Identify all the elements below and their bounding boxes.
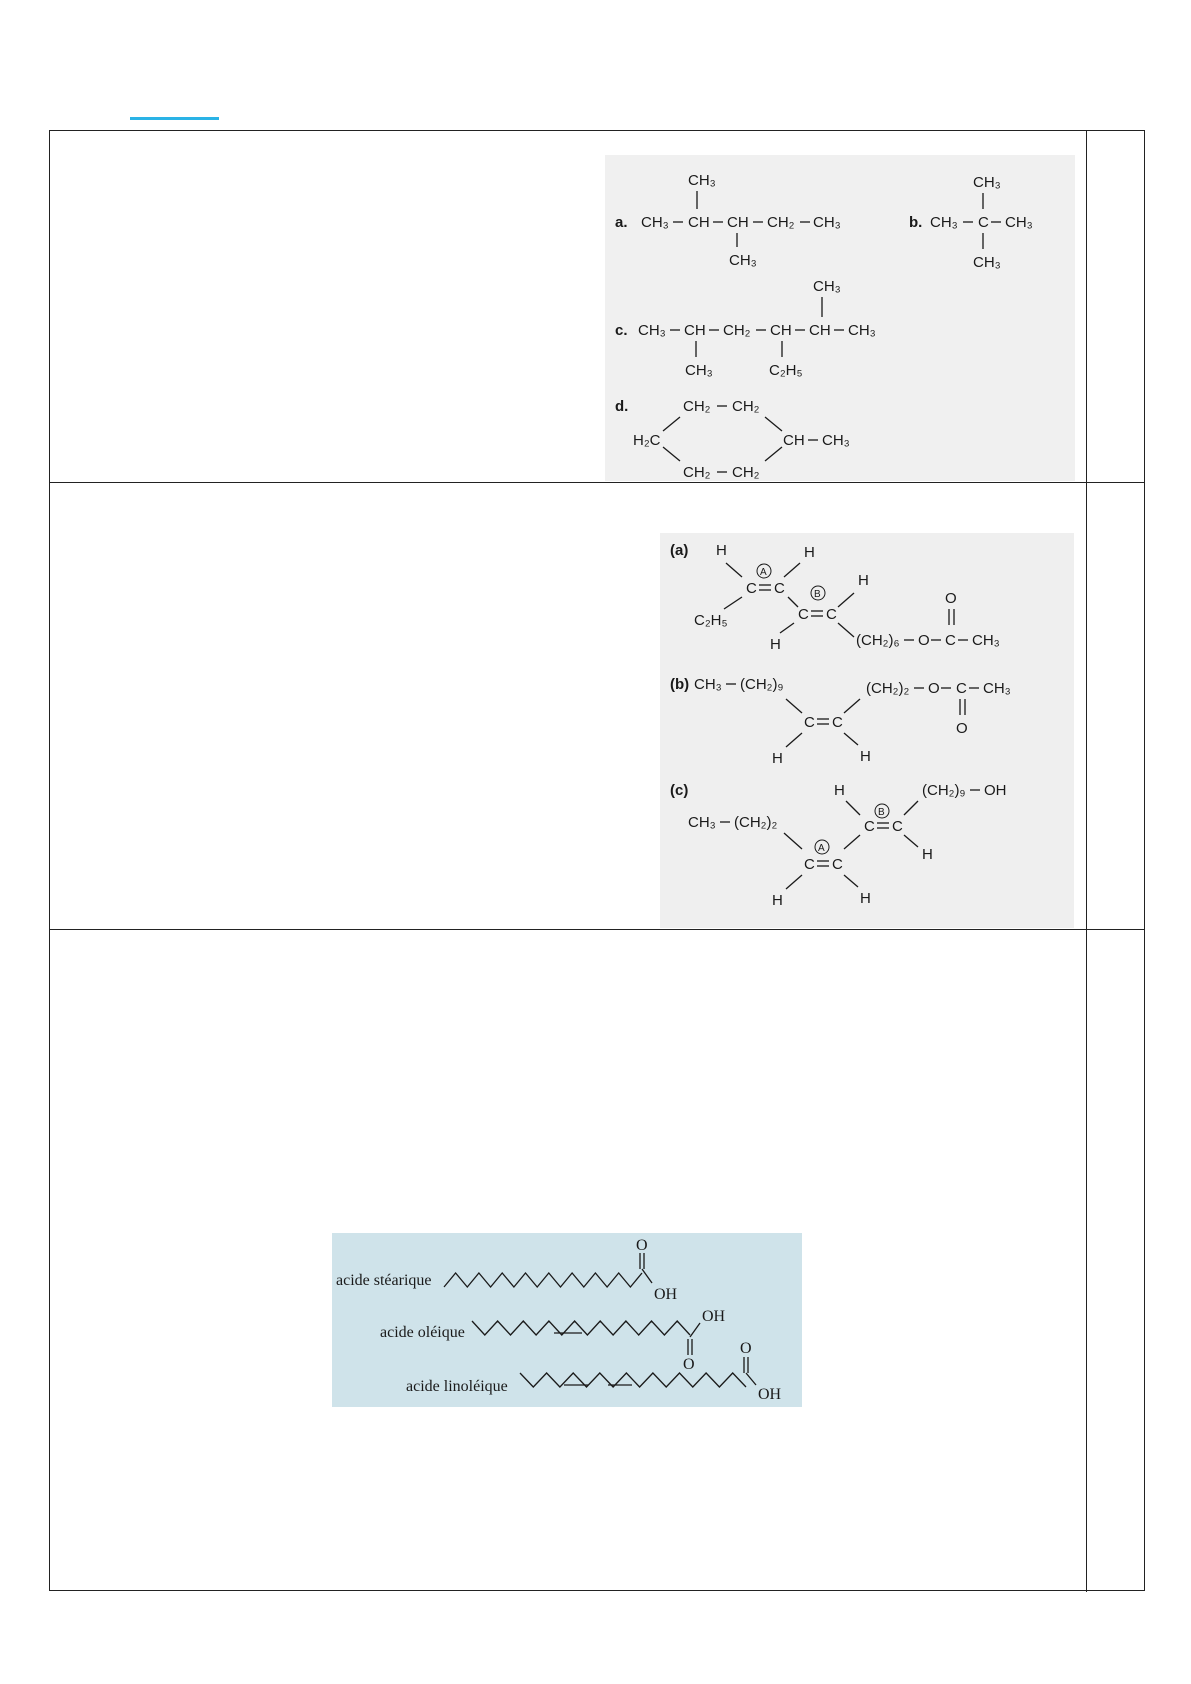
column-divider bbox=[1086, 131, 1087, 482]
d-ch2-bl: CH₂ bbox=[683, 464, 711, 481]
a-c2h5: C₂H₅ bbox=[694, 612, 728, 629]
b-h-2: H bbox=[860, 748, 871, 765]
b-ch2-9: (CH₂)₉ bbox=[740, 676, 784, 693]
a-circle-a: A bbox=[760, 567, 767, 578]
a-circle-b: B bbox=[814, 589, 821, 600]
fatty-acids-figure bbox=[332, 1233, 802, 1407]
label-d: d. bbox=[615, 398, 629, 415]
a-h-4: H bbox=[770, 636, 781, 653]
c-h-1: H bbox=[834, 782, 845, 799]
b-h-1: H bbox=[772, 750, 783, 767]
stearic-o: O bbox=[636, 1237, 648, 1254]
label-b: (b) bbox=[670, 676, 690, 693]
table-row-2 bbox=[50, 483, 1144, 930]
b-o-bottom: O bbox=[956, 720, 968, 737]
stearic-acid-label: acide stéarique bbox=[336, 1272, 432, 1289]
c-ch-1: CH bbox=[684, 322, 706, 339]
alkene-isomers-figure bbox=[660, 533, 1074, 928]
b-ch2-2: (CH₂)₂ bbox=[866, 680, 910, 697]
a-c-4: C bbox=[826, 606, 837, 623]
exercise-table bbox=[49, 130, 1145, 1591]
c-c2h5: C₂H₅ bbox=[769, 362, 803, 379]
a-ch3-1: CH₃ bbox=[641, 214, 669, 231]
oleic-acid-label: acide oléique bbox=[380, 1324, 465, 1341]
a-c-5: C bbox=[945, 632, 956, 649]
b-ch3-1: CH₃ bbox=[694, 676, 722, 693]
c-c-1: C bbox=[804, 856, 815, 873]
d-ch: CH bbox=[783, 432, 805, 449]
a-ch3-bottom: CH₃ bbox=[729, 252, 757, 269]
b-c-1: C bbox=[804, 714, 815, 731]
c-c-2: C bbox=[832, 856, 843, 873]
b-ch3-right: CH₃ bbox=[1005, 214, 1033, 231]
a-ch3-top: CH₃ bbox=[688, 172, 716, 189]
b-ch3-2: CH₃ bbox=[983, 680, 1011, 697]
c-ch2-9: (CH₂)₉ bbox=[922, 782, 966, 799]
b-ch3-bottom: CH₃ bbox=[973, 254, 1001, 271]
d-ch2-tr: CH₂ bbox=[732, 398, 760, 415]
d-ch2-br: CH₂ bbox=[732, 464, 760, 481]
column-divider bbox=[1086, 483, 1087, 929]
label-c: (c) bbox=[670, 782, 689, 799]
table-row-1 bbox=[50, 131, 1144, 483]
b-ch3-top: CH₃ bbox=[973, 174, 1001, 191]
b-c: C bbox=[978, 214, 989, 231]
a-h-3: H bbox=[858, 572, 869, 589]
d-ch3: CH₃ bbox=[822, 432, 850, 449]
c-ch3: CH₃ bbox=[688, 814, 716, 831]
a-ch-1: CH bbox=[688, 214, 710, 231]
a-ch2: CH₂ bbox=[767, 214, 795, 231]
header-accent-line bbox=[130, 117, 219, 120]
oleic-o: O bbox=[683, 1356, 695, 1373]
a-c-1: C bbox=[746, 580, 757, 597]
c-c-3: C bbox=[864, 818, 875, 835]
a-c-2: C bbox=[774, 580, 785, 597]
a-h-1: H bbox=[716, 542, 727, 559]
stearic-oh: OH bbox=[654, 1286, 678, 1303]
c-circle-a: A bbox=[818, 843, 825, 854]
label-c: c. bbox=[615, 322, 628, 339]
b-c-2: C bbox=[832, 714, 843, 731]
label-a: (a) bbox=[670, 542, 689, 559]
a-ch3-2: CH₃ bbox=[813, 214, 841, 231]
d-ch2-tl: CH₂ bbox=[683, 398, 711, 415]
table-row-3 bbox=[50, 930, 1144, 1592]
c-ch2-2: (CH₂)₂ bbox=[734, 814, 778, 831]
c-ch3-2: CH₃ bbox=[848, 322, 876, 339]
linoleic-acid-label: acide linoléique bbox=[406, 1378, 508, 1395]
oleic-oh: OH bbox=[702, 1308, 726, 1325]
c-h-3: H bbox=[772, 892, 783, 909]
b-ch3-left: CH₃ bbox=[930, 214, 958, 231]
c-ch3-1: CH₃ bbox=[638, 322, 666, 339]
label-a: a. bbox=[615, 214, 628, 231]
a-ch-2: CH bbox=[727, 214, 749, 231]
d-h2c: H₂C bbox=[633, 432, 661, 449]
c-ch3-bottom: CH₃ bbox=[685, 362, 713, 379]
c-h-4: H bbox=[860, 890, 871, 907]
linoleic-o: O bbox=[740, 1340, 752, 1357]
c-circle-b: B bbox=[878, 807, 885, 818]
label-b: b. bbox=[909, 214, 923, 231]
c-ch-3: CH bbox=[809, 322, 831, 339]
c-ch3-top: CH₃ bbox=[813, 278, 841, 295]
a-o-top: O bbox=[945, 590, 957, 607]
c-ch2: CH₂ bbox=[723, 322, 751, 339]
b-c-ester: C bbox=[956, 680, 967, 697]
alkane-structures-figure bbox=[605, 155, 1075, 481]
linoleic-oh: OH bbox=[758, 1386, 782, 1403]
stearic-acid-chain bbox=[444, 1273, 642, 1287]
a-ch3: CH₃ bbox=[972, 632, 1000, 649]
c-c-4: C bbox=[892, 818, 903, 835]
a-o: O bbox=[918, 632, 930, 649]
column-divider bbox=[1086, 930, 1087, 1592]
b-o: O bbox=[928, 680, 940, 697]
a-h-2: H bbox=[804, 544, 815, 561]
c-h-2: H bbox=[922, 846, 933, 863]
linoleic-acid-chain bbox=[520, 1373, 746, 1387]
c-oh: OH bbox=[984, 782, 1007, 799]
c-ch-2: CH bbox=[770, 322, 792, 339]
a-ch2-6: (CH₂)₆ bbox=[856, 632, 900, 649]
a-c-3: C bbox=[798, 606, 809, 623]
